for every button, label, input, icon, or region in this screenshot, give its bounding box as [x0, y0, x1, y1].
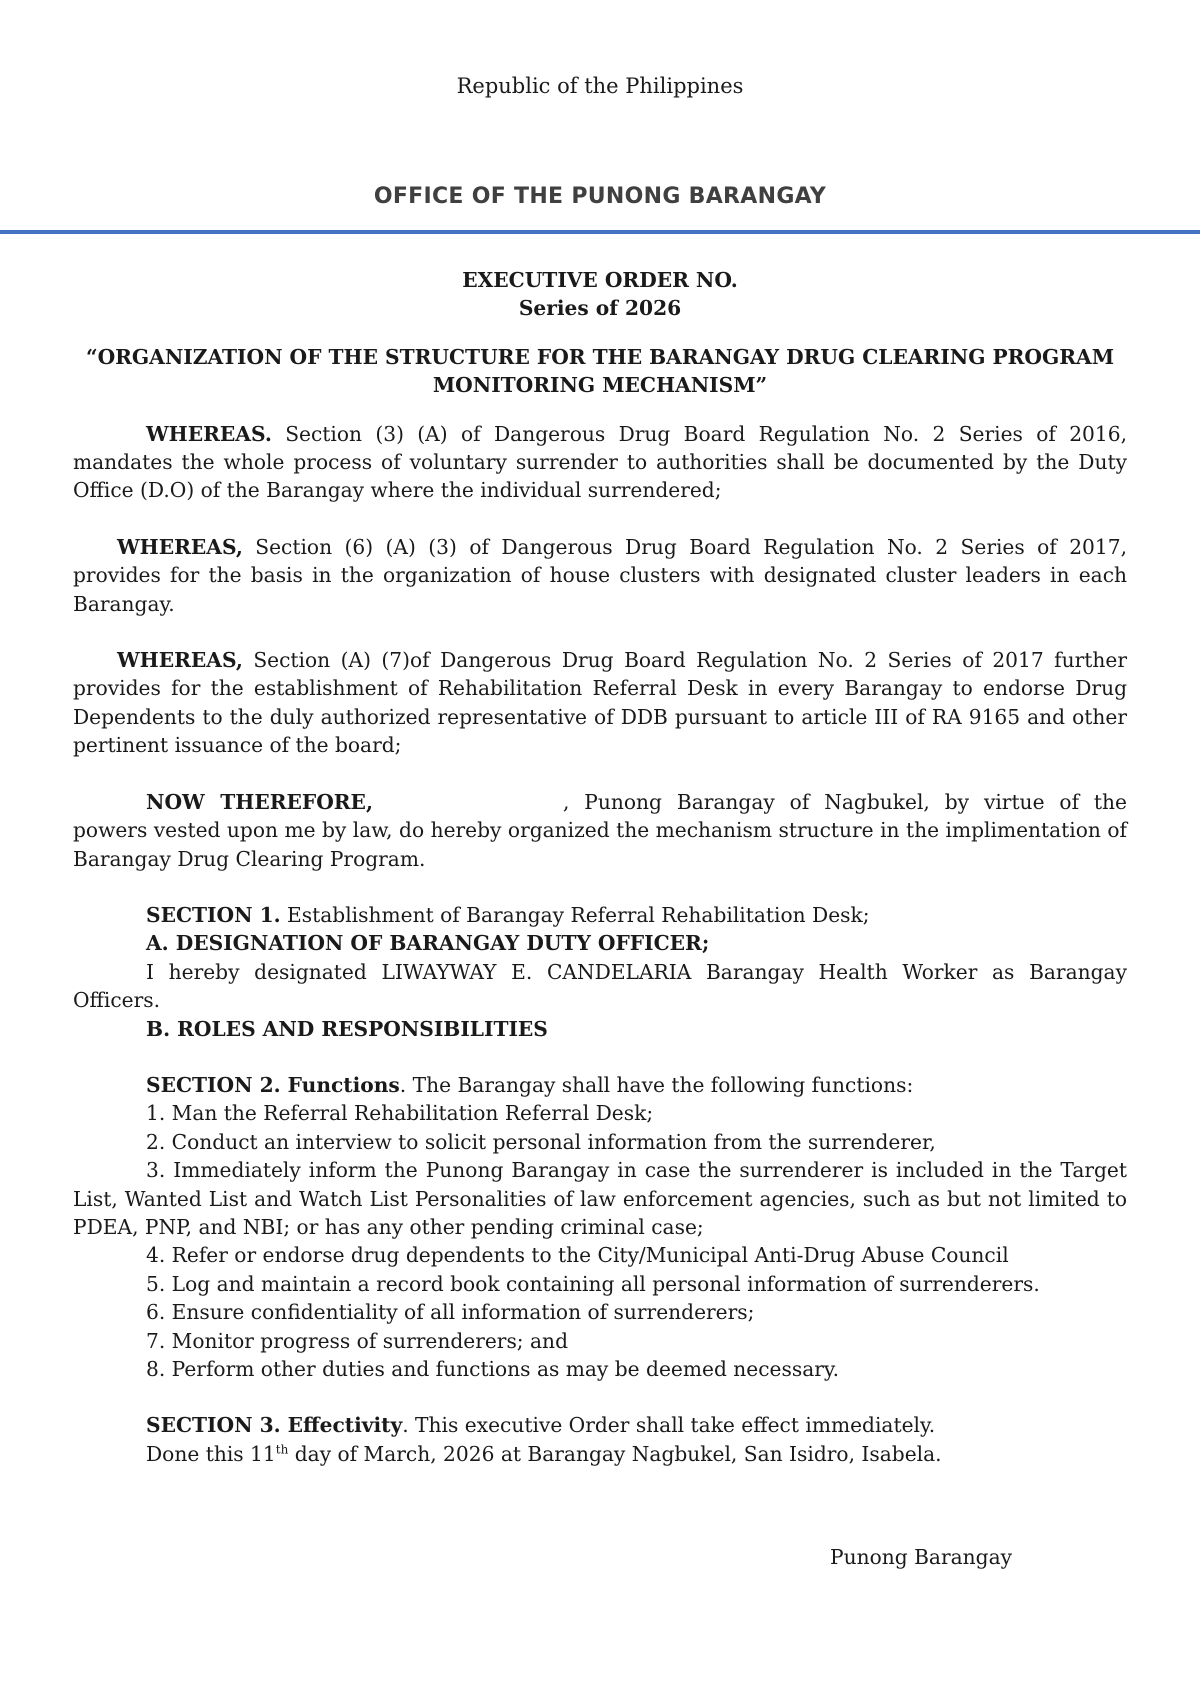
function-item: 4. Refer or endorse drug dependents to the City/Municipal Anti-Drug Abuse Council — [146, 1243, 1009, 1268]
section-1-text: Establishment of Barangay Referral Rehabilitation Desk; — [280, 902, 870, 927]
now-therefore-text: , Punong Barangay of Nagbukel, by virtue of the powers vested upon me by law, do hereby organized the mechanism structure in the implimentation of Barangay Drug Clearing Program. — [73, 789, 1127, 871]
function-item: 2. Conduct an interview to solicit personal information from the surrenderer, — [146, 1129, 936, 1154]
header-rule — [0, 230, 1200, 234]
function-item: 8. Perform other duties and functions as may be deemed necessary. — [146, 1357, 840, 1381]
function-item: 7. Monitor progress of surrenderers; and — [146, 1328, 568, 1353]
section-2 — [73, 1071, 1127, 1099]
whereas-text: Section (A) (7)of Dangerous Drug Board Regulation No. 2 Series of 2017 further provides for the establishment of Rehabilitation Referral Desk in every Barangay to endorse Drug Dependents to the duly authorized representative of DDB pursuant to article III of RA 9165 and other pertinent issuance of the board; — [73, 648, 1127, 758]
signature-title: Punong Barangay — [830, 1545, 1013, 1569]
section-3-lead: SECTION 3. Effectivity — [146, 1413, 403, 1438]
section-1-a-heading-text: A. DESIGNATION OF BARANGAY DUTY OFFICER; — [146, 931, 710, 956]
order-series: Series of 2026 — [518, 296, 682, 321]
now-therefore-clause — [73, 788, 1127, 873]
order-subject-line1: “ORGANIZATION OF THE STRUCTURE FOR THE BARANGAY DRUG CLEARING PROGRAM — [85, 344, 1115, 369]
done-suffix: day of March, 2026 at Barangay Nagbukel, San Isidro, Isabela. — [288, 1441, 942, 1466]
section-1-b-heading-text: B. ROLES AND RESPONSIBILITIES — [146, 1016, 548, 1041]
whereas-clause-3 — [73, 646, 1127, 760]
done-line — [73, 1440, 1127, 1468]
section-3-text: . This executive Order shall take effect immediately. — [402, 1413, 936, 1438]
section-2-lead: SECTION 2. Functions — [146, 1072, 400, 1097]
function-item: 1. Man the Referral Rehabilitation Referral Desk; — [146, 1101, 654, 1126]
order-subject-line2: MONITORING MECHANISM” — [432, 373, 768, 398]
section-1-b-heading — [73, 1015, 1127, 1043]
function-item: 5. Log and maintain a record book containing all personal information of surrenderers. — [146, 1271, 1040, 1296]
done-prefix: Done this 11 — [146, 1441, 276, 1466]
done-superscript: th — [275, 1442, 289, 1457]
whereas-clause-1 — [73, 420, 1127, 505]
section-1-a-heading — [73, 929, 1127, 957]
whereas-lead: WHEREAS, — [117, 534, 243, 559]
now-therefore-lead: NOW THEREFORE, — [146, 789, 373, 814]
whereas-text: Section (3) (A) of Dangerous Drug Board Regulation No. 2 Series of 2016, mandates the whole process of voluntary surrender to authorities shall be documented by the Duty Office (D.O) of the Barangay where the individual surrendered; — [73, 421, 1127, 503]
office-heading: OFFICE OF THE PUNONG BARANGAY — [373, 184, 827, 209]
document-body — [73, 266, 1127, 1468]
whereas-clause-2 — [73, 533, 1127, 618]
function-item: 6. Ensure confidentiality of all information of surrenderers; — [146, 1300, 755, 1325]
section-2-text: . The Barangay shall have the following functions: — [399, 1072, 914, 1097]
whereas-text: Section (6) (A) (3) of Dangerous Drug Board Regulation No. 2 Series of 2017, provides for the basis in the organization of house clusters with designated cluster leaders in each Barangay. — [73, 534, 1127, 616]
whereas-lead: WHEREAS, — [117, 648, 243, 673]
order-title: EXECUTIVE ORDER NO. — [462, 268, 738, 292]
whereas-lead: WHEREAS. — [146, 421, 272, 446]
section-1-lead: SECTION 1. — [146, 902, 281, 927]
republic-heading: Republic of the Philippines — [456, 74, 744, 98]
section-1-a-text: I hereby designated LIWAYWAY E. CANDELARIA Barangay Health Worker as Barangay Officers. — [73, 959, 1127, 1013]
section-3 — [73, 1411, 1127, 1439]
function-item: 3. Immediately inform the Punong Barangay in case the surrenderer is included in the Target List, Wanted List and Watch List Personalities of law enforcement agencies, such as but not limited to PDEA, PNP, and NBI; or has any other pending criminal case; — [73, 1158, 1127, 1239]
section-1 — [73, 901, 1127, 929]
